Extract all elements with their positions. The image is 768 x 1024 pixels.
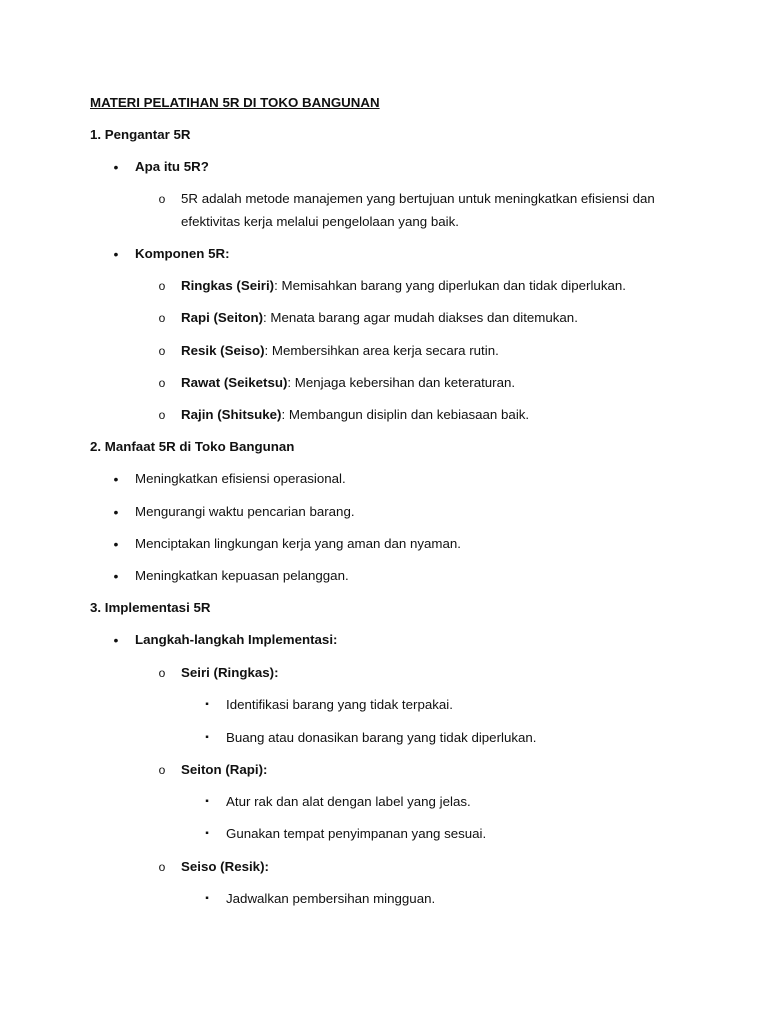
component-desc: : Menata barang agar mudah diakses dan ditemukan. — [263, 310, 578, 325]
step-group-label: Seiri (Ringkas): — [181, 665, 279, 680]
bullet-marker: • — [113, 159, 119, 175]
step-group-label: Seiso (Resik): — [181, 859, 269, 874]
component-item — [181, 406, 529, 424]
sub-bullet-marker: o — [158, 311, 166, 325]
what-is-5r-desc-line1: 5R adalah metode manajemen yang bertujuan untuk meningkatkan efisiensi dan — [181, 191, 655, 206]
sub-bullet-marker: o — [158, 666, 166, 680]
section-heading-implementasi: 3. Implementasi 5R — [90, 600, 211, 615]
section-heading-pengantar: 1. Pengantar 5R — [90, 127, 191, 142]
component-term: Resik (Seiso) — [181, 343, 265, 358]
step-item: Jadwalkan pembersihan mingguan. — [226, 891, 436, 906]
component-item — [181, 342, 499, 360]
section-heading-manfaat: 2. Manfaat 5R di Toko Bangunan — [90, 439, 295, 454]
component-term: Rapi (Seiton) — [181, 310, 263, 325]
sub-bullet-marker: o — [158, 344, 166, 358]
sub-bullet-marker: o — [158, 408, 166, 422]
step-group-label: Seiton (Rapi): — [181, 762, 268, 777]
sub-bullet-marker: o — [158, 763, 166, 777]
component-term: Rajin (Shitsuke) — [181, 407, 282, 422]
what-is-5r-desc-line2: efektivitas kerja melalui pengelolaan yang baik. — [181, 214, 459, 229]
square-bullet-marker: ▪ — [205, 796, 209, 807]
step-item: Gunakan tempat penyimpanan yang sesuai. — [226, 826, 487, 841]
bullet-marker: • — [113, 536, 119, 552]
component-item — [181, 374, 515, 392]
step-item: Identifikasi barang yang tidak terpakai. — [226, 697, 453, 712]
bullet-marker: • — [113, 568, 119, 584]
square-bullet-marker: ▪ — [205, 699, 209, 710]
benefit-item: Menciptakan lingkungan kerja yang aman dan nyaman. — [135, 536, 461, 551]
benefit-item: Meningkatkan kepuasan pelanggan. — [135, 568, 349, 583]
benefit-item: Mengurangi waktu pencarian barang. — [135, 504, 355, 519]
document-title: MATERI PELATIHAN 5R DI TOKO BANGUNAN — [90, 95, 380, 110]
component-desc: : Menjaga kebersihan dan keteraturan. — [287, 375, 516, 390]
bullet-marker: • — [113, 632, 119, 648]
square-bullet-marker: ▪ — [205, 828, 209, 839]
component-item — [181, 277, 626, 295]
component-term: Rawat (Seiketsu) — [181, 375, 288, 390]
component-desc: : Membangun disiplin dan kebiasaan baik. — [281, 407, 530, 422]
component-desc: : Membersihkan area kerja secara rutin. — [264, 343, 499, 358]
sub-bullet-marker: o — [158, 860, 166, 874]
sub-bullet-marker: o — [158, 376, 166, 390]
bullet-marker: • — [113, 246, 119, 262]
square-bullet-marker: ▪ — [205, 732, 209, 743]
sub-bullet-marker: o — [158, 192, 166, 206]
component-term: Ringkas (Seiri) — [181, 278, 275, 293]
bullet-marker: • — [113, 471, 119, 487]
bullet-marker: • — [113, 504, 119, 520]
benefit-item: Meningkatkan efisiensi operasional. — [135, 471, 346, 486]
step-item: Atur rak dan alat dengan label yang jelas. — [226, 794, 471, 809]
component-item — [181, 309, 578, 327]
components-label: Komponen 5R: — [135, 246, 230, 261]
component-desc: : Memisahkan barang yang diperlukan dan tidak diperlukan. — [274, 278, 626, 293]
square-bullet-marker: ▪ — [205, 893, 209, 904]
sub-bullet-marker: o — [158, 279, 166, 293]
step-item: Buang atau donasikan barang yang tidak diperlukan. — [226, 730, 537, 745]
steps-label: Langkah-langkah Implementasi: — [135, 632, 338, 647]
what-is-5r-label: Apa itu 5R? — [135, 159, 209, 174]
